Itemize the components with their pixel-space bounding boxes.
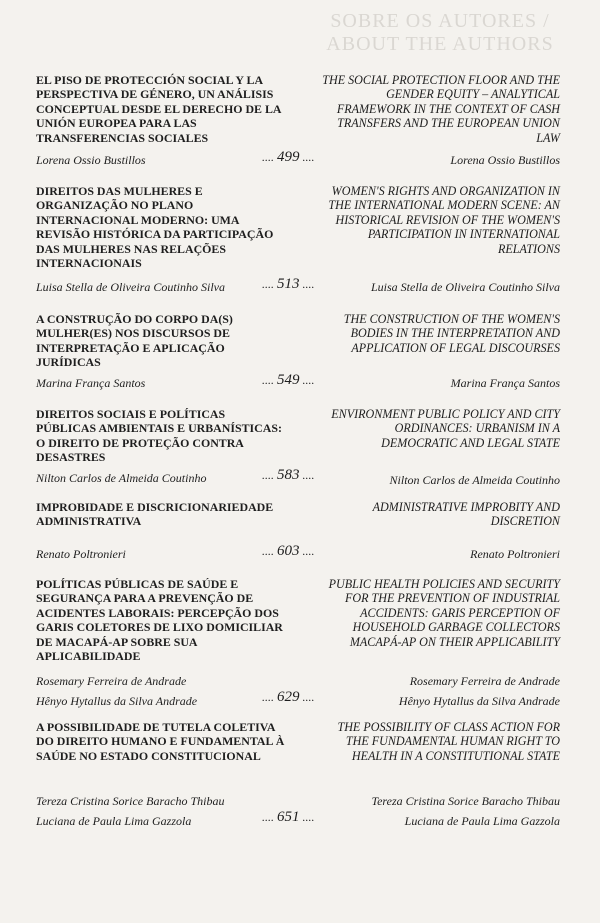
entry-page[interactable]: .... 583 .... — [262, 467, 315, 483]
entry-author-right: Luisa Stella de Oliveira Coutinho Silva — [371, 280, 560, 294]
entry-title-pt: EL PISO DE PROTECCIÓN SOCIAL Y LA PERSPECTIVA DE GÉNERO, UN ANÁLISIS CONCEPTUAL DESDE EL DERECHO DE LA UNIÓN EUROPEA PARA LAS TRANSFERENCIAS SOCIALES — [36, 73, 281, 145]
entry-page[interactable]: .... 629 .... — [262, 689, 315, 705]
entry-author-left: Nilton Carlos de Almeida Coutinho — [36, 471, 207, 485]
entry-author-left: Lorena Ossio Bustillos — [36, 153, 146, 167]
entry-title-en: ENVIRONMENT PUBLIC POLICY AND CITY ORDINANCES: URBANISM IN A DEMOCRATIC AND LEGAL STATE — [331, 407, 560, 450]
entry-author-left: Luciana de Paula Lima Gazzola — [36, 814, 192, 828]
entry-title-en: THE POSSIBILITY OF CLASS ACTION FOR THE FUNDAMENTAL HUMAN RIGHT TO HEALTH IN A CONSTITUTIONAL STATE — [337, 720, 560, 763]
entry-title-pt: A CONSTRUÇÃO DO CORPO DA(S) MULHER(ES) NOS DISCURSOS DE INTERPRETAÇÃO E APLICAÇÃO JURÍDICAS — [36, 312, 233, 370]
entry-page[interactable]: .... 603 .... — [262, 543, 315, 559]
entry-author-left: Marina França Santos — [36, 376, 146, 390]
entry-author-left: Hênyo Hytallus da Silva Andrade — [36, 694, 198, 708]
entry-title-en: PUBLIC HEALTH POLICIES AND SECURITY FOR THE PREVENTION OF INDUSTRIAL ACCIDENTS: GARIS PERCEPTION OF HOUSEHOLD GARBAGE COLLECTORS MACAPÁ-AP ON THEIR APPLICABILITY — [328, 577, 560, 649]
entry-title-pt: A POSSIBILIDADE DE TUTELA COLETIVA DO DIREITO HUMANO E FUNDAMENTAL À SAÚDE NO ESTADO CONSTITUCIONAL — [36, 720, 285, 763]
entry-page[interactable]: .... 651 .... — [262, 809, 315, 825]
entry-author-left: Luisa Stella de Oliveira Coutinho Silva — [36, 280, 225, 294]
entry-title-en: THE CONSTRUCTION OF THE WOMEN'S BODIES IN THE INTERPRETATION AND APPLICATION OF LEGAL DISCOURSES — [343, 312, 560, 355]
entry-author-left: Renato Poltronieri — [36, 547, 126, 561]
entry-author-right: Rosemary Ferreira de Andrade — [409, 674, 560, 688]
entry-author-right: Tereza Cristina Sorice Baracho Thibau — [371, 794, 560, 808]
entry-title-en: ADMINISTRATIVE IMPROBITY AND DISCRETION — [372, 500, 560, 529]
entry-title-pt: DIREITOS SOCIAIS E POLÍTICAS PÚBLICAS AMBIENTAIS E URBANÍSTICAS: O DIREITO DE PROTEÇÃO CONTRA DESASTRES — [36, 407, 282, 465]
show-through-header: SOBRE OS AUTORES / ABOUT THE AUTHORS — [326, 10, 554, 55]
entry-author-left: Tereza Cristina Sorice Baracho Thibau — [36, 794, 225, 808]
entry-author-left: Rosemary Ferreira de Andrade — [36, 674, 187, 688]
entry-author-right: Renato Poltronieri — [470, 547, 560, 561]
entry-title-en: WOMEN'S RIGHTS AND ORGANIZATION IN THE INTERNATIONAL MODERN SCENE: AN HISTORICAL REVISION OF THE WOMEN'S PARTICIPATION IN INTERNATIONAL RELATIONS — [328, 184, 560, 256]
entry-title-en: THE SOCIAL PROTECTION FLOOR AND THE GENDER EQUITY – ANALYTICAL FRAMEWORK IN THE CONTEXT OF CASH TRANSFERS AND THE EUROPEAN UNION LAW — [322, 73, 560, 145]
entry-author-right: Nilton Carlos de Almeida Coutinho — [389, 473, 560, 487]
entry-page[interactable]: .... 513 .... — [262, 276, 315, 292]
entry-title-pt: IMPROBIDADE E DISCRICIONARIEDADE ADMINISTRATIVA — [36, 500, 274, 529]
entry-title-pt: DIREITOS DAS MULHERES E ORGANIZAÇÃO NO PLANO INTERNACIONAL MODERNO: UMA REVISÃO HISTÓRICA DA PARTICIPAÇÃO DAS MULHERES NAS RELAÇÕES INTERNACIONAIS — [36, 184, 274, 271]
entry-author-right: Lorena Ossio Bustillos — [450, 153, 560, 167]
entry-author-right: Marina França Santos — [450, 376, 560, 390]
entry-title-pt: POLÍTICAS PÚBLICAS DE SAÚDE E SEGURANÇA PARA A PREVENÇÃO DE ACIDENTES LABORAIS: PERCEPÇÃO DOS GARIS COLETORES DE LIXO DOMICILIAR DE MACAPÁ-AP SOBRE SUA APLICABILIDADE — [36, 577, 283, 664]
entry-page[interactable]: .... 499 .... — [262, 149, 315, 165]
entry-page[interactable]: .... 549 .... — [262, 372, 315, 388]
entry-author-right: Hênyo Hytallus da Silva Andrade — [398, 694, 560, 708]
entry-author-right: Luciana de Paula Lima Gazzola — [404, 814, 560, 828]
